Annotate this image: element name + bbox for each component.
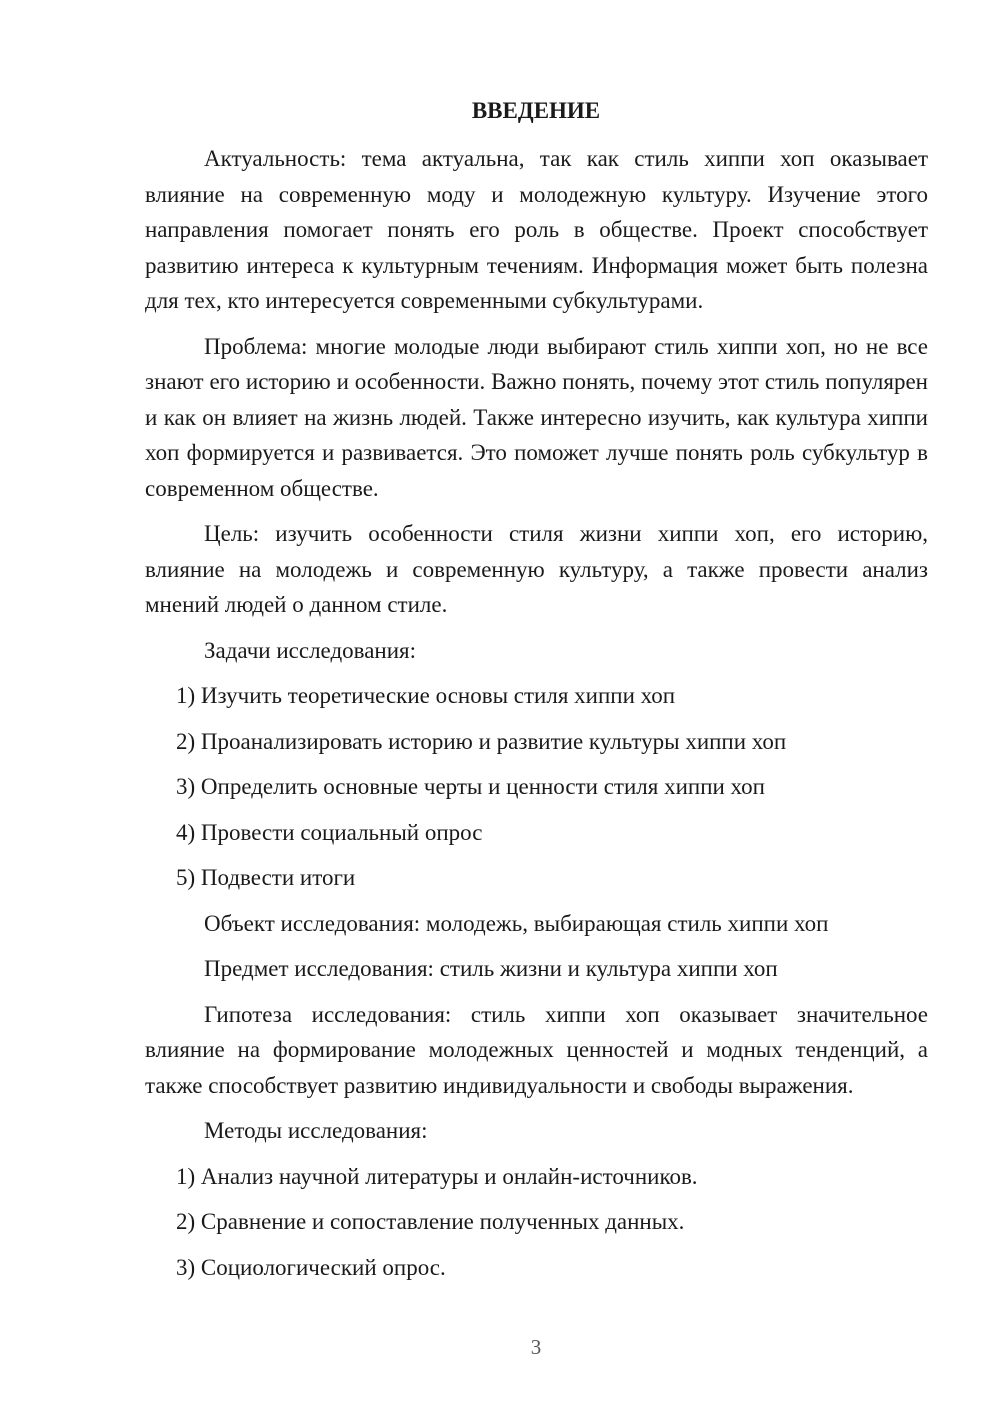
document-body	[145, 141, 928, 1295]
task-item: 3) Определить основные черты и ценности стиля хиппи хоп	[176, 774, 765, 799]
relevance-paragraph: Актуальность: тема актуальна, так как стиль хиппи хоп оказывает влияние на современную моду и молодежную культуру. Изучение этого направления помогает понять его роль в обществе. Проект способствует развитию интереса к культурным течениям. Информация может быть полезна для тех, кто интересуется современными субкультурами.	[145, 146, 928, 313]
task-item: 2) Проанализировать историю и развитие культуры хиппи хоп	[176, 728, 787, 754]
task-item: 1) Изучить теоретические основы стиля хиппи хоп	[176, 683, 676, 708]
method-item: 3) Социологический опрос.	[176, 1254, 446, 1280]
problem-paragraph: Проблема: многие молодые люди выбирают стиль хиппи хоп, но не все знают его историю и особенности. Важно понять, почему этот стиль популярен и как он влияет на жизнь людей. Также интересно изучить, как культура хиппи хоп формируется и развивается. Это поможет лучше понять роль субкультур в современном обществе.	[145, 333, 928, 501]
methods-heading: Методы исследования:	[204, 1118, 428, 1143]
object-line: Объект исследования: молодежь, выбирающая стиль хиппи хоп	[204, 910, 829, 936]
page-title: ВВЕДЕНИЕ	[471, 98, 601, 123]
tasks-heading: Задачи исследования:	[204, 637, 417, 663]
method-item: 2) Сравнение и сопоставление полученных данных.	[176, 1209, 685, 1234]
goal-paragraph: Цель: изучить особенности стиля жизни хиппи хоп, его историю, влияние на молодежь и современную культуру, а также провести анализ мнений людей о данном стиле.	[145, 521, 928, 617]
hypothesis-paragraph: Гипотеза исследования: стиль хиппи хоп оказывает значительное влияние на формирование молодежных ценностей и модных тенденций, а также способствует развитию индивидуальности и свободы выражения.	[145, 1001, 928, 1098]
method-item: 1) Анализ научной литературы и онлайн-источников.	[176, 1163, 698, 1189]
task-item: 4) Провести социальный опрос	[176, 819, 483, 845]
page-number: 3	[530, 1335, 542, 1359]
task-item: 5) Подвести итоги	[176, 865, 356, 890]
subject-line: Предмет исследования: стиль жизни и культура хиппи хоп	[204, 956, 778, 981]
